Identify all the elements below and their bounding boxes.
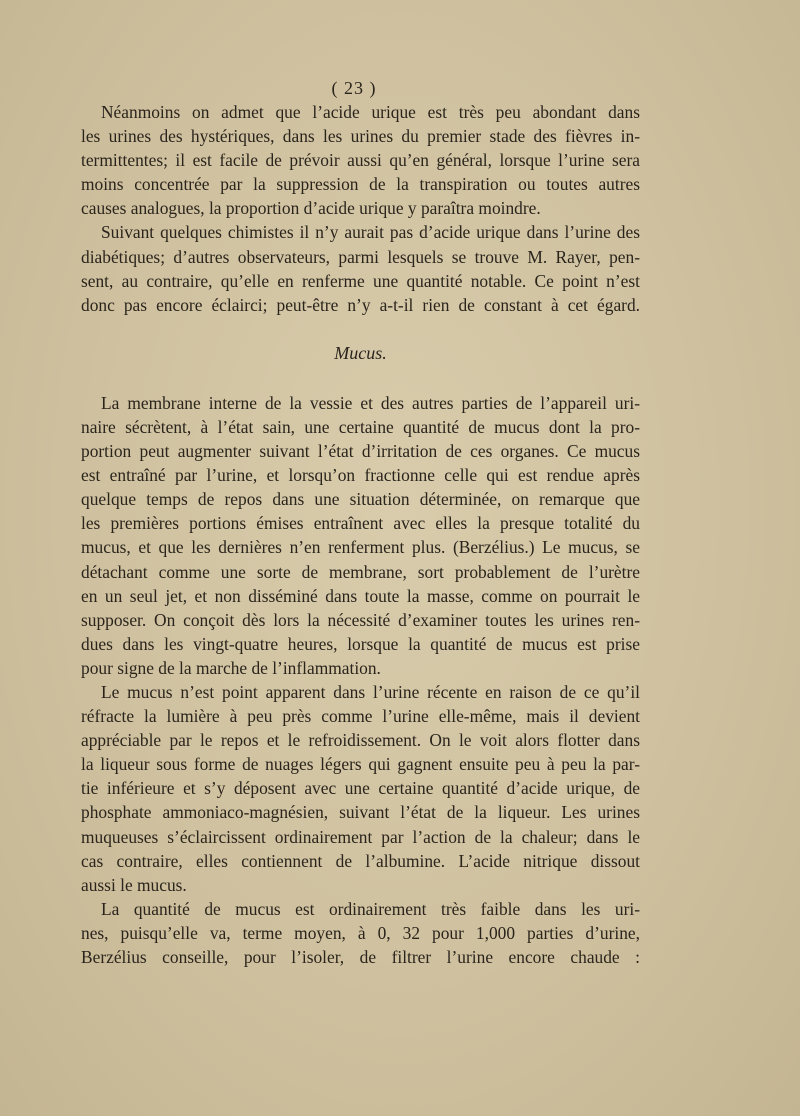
- text-line: dues dans les vingt-quatre heures, lorsque la quantité de mucus est prise: [81, 633, 640, 654]
- text-line: La membrane interne de la vessie et des autres parties de l’appareil uri-: [101, 392, 640, 413]
- text-line: aussi le mucus.: [81, 874, 187, 895]
- paragraph: [81, 391, 640, 680]
- text-line: naire sécrètent, à l’état sain, une certaine quantité de mucus dont la pro-: [81, 416, 640, 437]
- text-line: Le mucus n’est point apparent dans l’urine récente en raison de ce qu’il: [101, 681, 640, 702]
- page-number: ( 23 ): [331, 78, 377, 98]
- text-body: [81, 100, 640, 969]
- text-line: sent, au contraire, qu’elle en renferme une quantité notable. Ce point n’est: [81, 270, 640, 291]
- text-line: quelque temps de repos dans une situation déterminée, on remarque que: [81, 489, 640, 510]
- text-line: phosphate ammoniaco-magnésien, suivant l’état de la liqueur. Les urines: [81, 802, 640, 823]
- text-line: est entraîné par l’urine, et lorsqu’on fractionne celle qui est rendue après: [81, 465, 640, 486]
- text-line: appréciable par le repos et le refroidissement. On le voit alors flotter dans: [81, 730, 640, 751]
- text-line: donc pas encore éclairci; peut-être n’y a-t-il rien de constant à cet égard.: [81, 294, 640, 315]
- text-line: portion peut augmenter suivant l’état d’irritation de ces organes. Ce mucus: [81, 441, 640, 462]
- section-heading: Mucus.: [334, 342, 387, 363]
- text-line: Berzélius conseille, pour l’isoler, de filtrer l’urine encore chaude :: [81, 947, 640, 967]
- text-line: nes, puisqu’elle va, terme moyen, à 0, 32 pour 1,000 parties d’urine,: [81, 922, 640, 943]
- text-line: diabétiques; d’autres observateurs, parmi lesquels se trouve M. Rayer, pen-: [81, 246, 640, 267]
- paragraph: [81, 897, 640, 969]
- text-line: moins concentrée par la suppression de la transpiration ou toutes autres: [81, 174, 640, 195]
- text-line: causes analogues, la proportion d’acide urique y paraîtra moindre.: [81, 198, 541, 219]
- text-line: la liqueur sous forme de nuages légers qui gagnent ensuite peu à peu la par-: [81, 754, 640, 775]
- paragraph: [81, 680, 640, 897]
- text-line: réfracte la lumière à peu près comme l’urine elle-même, mais il devient: [81, 706, 640, 727]
- text-line: les urines des hystériques, dans les urines du premier stade des fièvres in-: [81, 126, 640, 147]
- paragraph: [81, 220, 640, 316]
- text-line: termittentes; il est facile de prévoir aussi qu’en général, lorsque l’urine sera: [81, 150, 640, 171]
- text-line: La quantité de mucus est ordinairement très faible dans les uri-: [101, 898, 640, 919]
- text-line: pour signe de la marche de l’inflammation.: [81, 657, 381, 678]
- paragraph: [81, 100, 640, 220]
- text-line: muqueuses s’éclaircissent ordinairement par l’action de la chaleur; dans le: [81, 826, 640, 847]
- text-line: Suivant quelques chimistes il n’y aurait pas d’acide urique dans l’urine des: [101, 222, 640, 243]
- text-line: mucus, et que les dernières n’en renferment plus. (Berzélius.) Le mucus, se: [81, 537, 640, 558]
- text-line: tie inférieure et s’y déposent avec une certaine quantité d’acide urique, de: [81, 778, 640, 799]
- text-line: les premières portions émises entraînent avec elles la presque totalité du: [81, 513, 640, 534]
- text-line: cas contraire, elles contiennent de l’albumine. L’acide nitrique dissout: [81, 850, 640, 871]
- text-line: Néanmoins on admet que l’acide urique est très peu abondant dans: [101, 102, 640, 122]
- text-line: supposer. On conçoit dès lors la nécessité d’examiner toutes les urines ren-: [81, 609, 640, 630]
- text-line: détachant comme une sorte de membrane, sort probablement de l’urètre: [81, 561, 640, 582]
- text-line: en un seul jet, et non disséminé dans toute la masse, comme on pourrait le: [81, 585, 640, 606]
